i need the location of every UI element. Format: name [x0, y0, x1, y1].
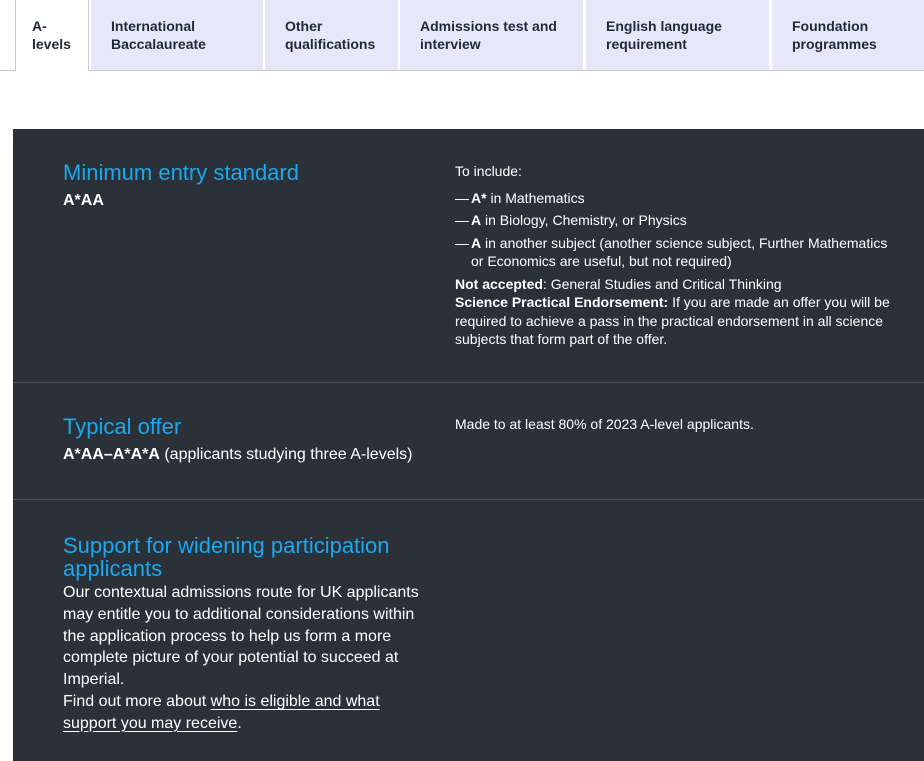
typical-offer-note: Made to at least 80% of 2023 A-level applicants. [455, 416, 754, 432]
tab-admissions-test-and-interview[interactable] [400, 0, 583, 70]
tab-label-line: programmes [792, 36, 877, 52]
subject-text: in Biology, Chemistry, or Physics [481, 212, 687, 228]
tab-label-line: levels [32, 36, 71, 52]
list-item [455, 189, 895, 208]
tab-international-baccalaureate[interactable] [91, 0, 263, 70]
not-accepted-note [455, 275, 895, 294]
subject-text: in Mathematics [486, 189, 585, 206]
required-subjects-list [455, 189, 895, 271]
typical-offer-grade-note: (applicants studying three A-levels) [159, 446, 413, 463]
subject-text: in another subject (another science subject, Further Mathematics or Economics are useful, but not required) [471, 234, 888, 269]
tab-label-line: requirement [606, 36, 687, 52]
tab-other-qualifications[interactable] [265, 0, 398, 70]
subject-grade: A [471, 212, 482, 228]
tab-a-levels[interactable] [15, 0, 89, 71]
widening-participation-body [63, 582, 433, 735]
minimum-entry-grade: A*AA [63, 192, 104, 209]
tab-label-line: interview [420, 36, 481, 52]
to-include-label: To include: [455, 163, 522, 179]
typical-offer-section [13, 383, 924, 499]
find-out-prefix: Find out more about [63, 692, 211, 710]
tab-label-line: English language [606, 18, 722, 34]
tab-label-line: Foundation [792, 18, 869, 34]
minimum-entry-details [455, 162, 895, 349]
typical-offer-grade [63, 445, 412, 465]
tab-label-line: International [111, 18, 196, 34]
science-practical-label: Science Practical Endorsement: [455, 294, 669, 310]
typical-offer-grade-value: A*AA–A*A*A [63, 446, 160, 463]
tab-label-line: Admissions test and [420, 18, 557, 34]
minimum-entry-heading: Minimum entry standard [63, 160, 299, 185]
subject-grade: A [471, 234, 482, 251]
tab-label-line: Other [285, 18, 323, 34]
find-out-more [63, 691, 433, 735]
widening-participation-section [13, 500, 924, 761]
tab-label-line: A- [32, 18, 47, 34]
entry-requirements-panel [13, 129, 924, 761]
list-item [455, 211, 895, 230]
typical-offer-heading: Typical offer [63, 414, 182, 439]
qualification-tabs [0, 0, 924, 71]
science-practical-text: If you are made an offer you will be required to achieve a pass in the practical endorsement in all science subjects that form part of the offer. [455, 294, 890, 347]
find-out-suffix: . [237, 714, 242, 732]
widening-participation-paragraph: Our contextual admissions route for UK applicants may entitle you to additional considerations within the application process to help us form a more complete picture of your potential to succeed at Imperial. [63, 584, 419, 689]
tab-english-language-requirement[interactable] [586, 0, 769, 70]
eligibility-link[interactable]: who is eligible and what support you may receive [63, 692, 380, 732]
widening-participation-heading: Support for widening participation applicants [63, 533, 390, 581]
not-accepted-text: : General Studies and Critical Thinking [542, 275, 782, 292]
tab-label-line: Baccalaureate [111, 36, 206, 52]
tab-label-line: qualifications [285, 36, 376, 52]
subject-grade: A* [471, 189, 487, 206]
list-item [455, 234, 895, 271]
science-practical-note [455, 293, 895, 349]
minimum-entry-section [13, 129, 924, 382]
not-accepted-label: Not accepted [455, 275, 543, 292]
tab-foundation-programmes[interactable] [772, 0, 924, 70]
